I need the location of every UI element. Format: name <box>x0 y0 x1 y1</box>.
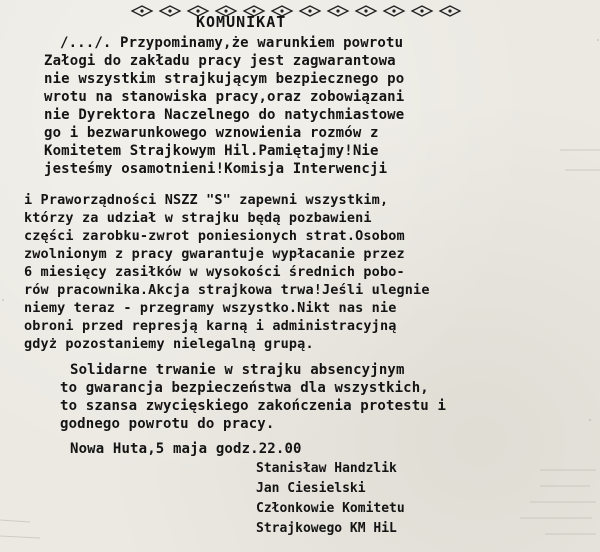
paragraph-1-line: nie wszystkim strajkującym bezpiecznego po <box>44 71 405 87</box>
paragraph-3-line: to szansa zwycięskiego zakończenia protestu i <box>60 398 447 414</box>
signature-line: Jan Ciesielski <box>256 481 366 496</box>
document-title: KOMUNIKAT <box>196 13 287 31</box>
signature-line: Strajkowego KM HiL <box>256 521 397 536</box>
paragraph-2-line: którzy za udział w strajku będą pozbawieni <box>24 210 372 226</box>
paragraph-1-line: nie Dyrektora Naczelnego do natychmiastowe <box>44 107 405 123</box>
dateline: Nowa Huta,5 maja godz.22.00 <box>70 441 302 457</box>
paragraph-1-line: jesteśmy osamotnieni!Komisja Interwencji <box>44 161 388 177</box>
paragraph-3-line: godnego powrotu do pracy. <box>60 416 275 432</box>
paragraph-1-line: wrotu na stanowiska pracy,oraz zobowiązani <box>44 89 405 105</box>
signature-line: Stanisław Handzlik <box>256 461 397 476</box>
paragraph-1-line: Załogi do zakładu pracy jest zagwarantowa <box>44 53 396 69</box>
paragraph-2-line: niemy teraz - przegramy wszystko.Nikt nas nie <box>24 300 397 316</box>
paragraph-2-line: gdyż pozostaniemy nielegalną grupą. <box>24 336 314 352</box>
paragraph-1-line: Komitetem Strajkowym Hil.Pamiętajmy!Nie <box>44 143 379 159</box>
paragraph-1-line: /.../. Przypominamy,że warunkiem powrotu <box>60 35 404 51</box>
paragraph-2-line: zwolnionym z pracy gwarantuje wypłacanie przez <box>24 246 405 262</box>
paragraph-3-line: to gwarancja bezpieczeństwa dla wszystkich, <box>60 380 429 396</box>
paragraph-1-line: go i bezwarunkowego wznowienia rozmów z <box>44 125 379 141</box>
paragraph-2-line: obroni przed represją karną i administracyjną <box>24 318 397 334</box>
paragraph-2-line: 6 miesięcy zasiłków w wysokości średnich pobo- <box>24 264 405 280</box>
paragraph-3-line: Solidarne trwanie w strajku absencyjnym <box>70 362 405 378</box>
paragraph-2-line: rów pracownika.Akcja strajkowa trwa!Jeśli ulegnie <box>24 282 430 298</box>
paragraph-2-line: części zarobku-zwrot poniesionych strat.Osobom <box>24 228 405 244</box>
signature-line: Członkowie Komitetu <box>256 501 405 516</box>
paragraph-2-line: i Praworządności NSZZ "S" zapewni wszystkim, <box>24 192 389 208</box>
